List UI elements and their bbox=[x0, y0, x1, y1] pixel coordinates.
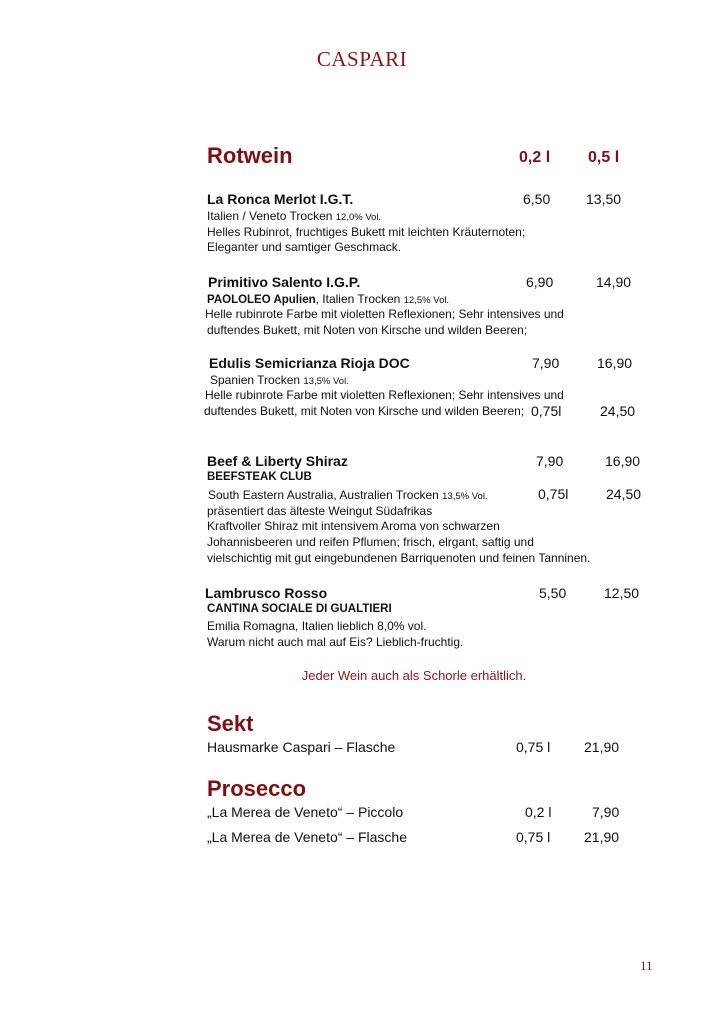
price-large: 16,90 bbox=[597, 355, 633, 371]
wine-name: La Ronca Merlot I.G.T. bbox=[207, 191, 354, 207]
price-large: 12,50 bbox=[604, 585, 640, 601]
bottle-size: 0,75l bbox=[531, 403, 562, 419]
price-large: 13,50 bbox=[586, 191, 622, 207]
section-title-rotwein: Rotwein bbox=[207, 143, 293, 168]
bottle-price: 24,50 bbox=[606, 486, 642, 502]
column-head-small: 0,2 l bbox=[519, 149, 551, 166]
price-large: 16,90 bbox=[605, 453, 641, 469]
producer-text: PAOLOLEO Apulien bbox=[207, 294, 316, 306]
price-small: 7,90 bbox=[532, 355, 560, 371]
item-size: 0,75 l bbox=[516, 739, 551, 755]
item-size: 0,75 l bbox=[516, 829, 551, 845]
price-small: 7,90 bbox=[536, 453, 564, 469]
item-name: „La Merea de Veneto“ – Flasche bbox=[207, 829, 408, 845]
wine-description: präsentiert das älteste Weingut Südafrikas bbox=[207, 504, 433, 518]
item-size: 0,2 l bbox=[525, 804, 552, 820]
origin-text: Italien / Veneto Trocken bbox=[207, 209, 333, 223]
item-price: 21,90 bbox=[584, 739, 620, 755]
producer-text: CANTINA SOCIALE DI GUALTIERI bbox=[207, 603, 392, 615]
wine-name: Beef & Liberty Shiraz bbox=[207, 453, 348, 469]
wine-description: Helles Rubinrot, fruchtiges Bukett mit leichten Kräuternoten; bbox=[207, 225, 526, 239]
abv-text: 13,5% Vol. bbox=[442, 491, 488, 502]
item-name: „La Merea de Veneto“ – Piccolo bbox=[207, 804, 404, 820]
wine-description: duftendes Bukett, mit Noten von Kirsche und wilden Beeren; bbox=[207, 323, 528, 337]
wine-description: Kraftvoller Shiraz mit intensivem Aroma von schwarzen bbox=[207, 519, 500, 533]
item-name: Hausmarke Caspari – Flasche bbox=[207, 739, 396, 755]
page-number: 11 bbox=[640, 958, 653, 973]
price-large: 14,90 bbox=[596, 274, 632, 290]
producer-text: BEEFSTEAK CLUB bbox=[207, 471, 312, 483]
section-title-sekt: Sekt bbox=[207, 711, 254, 736]
wine-description: vielschichtig mit gut eingebundenen Barriquenoten und feinen Tanninen. bbox=[207, 551, 591, 565]
abv-text: 12,0% Vol. bbox=[335, 212, 382, 223]
price-small: 6,50 bbox=[523, 191, 551, 207]
abv-text: 13,5% Vol. bbox=[303, 376, 349, 387]
item-price: 7,90 bbox=[592, 804, 620, 820]
price-small: 5,50 bbox=[539, 585, 567, 601]
origin-text: , Italien Trocken bbox=[315, 292, 401, 306]
wine-name: Edulis Semicrianza Rioja DOC bbox=[209, 355, 410, 371]
column-head-large: 0,5 l bbox=[588, 149, 620, 166]
origin-text: Spanien Trocken bbox=[210, 373, 301, 387]
abv-text: 12,5% Vol. bbox=[403, 295, 450, 306]
item-price: 21,90 bbox=[584, 829, 620, 845]
schorle-note: Jeder Wein auch als Schorle erhältlich. bbox=[301, 668, 527, 683]
wine-description: Emilia Romagna, Italien lieblich 8,0% vol. bbox=[207, 619, 427, 633]
bottle-size: 0,75l bbox=[538, 486, 569, 502]
origin-text: South Eastern Australia, Australien Trocken bbox=[208, 488, 439, 502]
wine-description: Helle rubinrote Farbe mit violetten Reflexionen; Sehr intensives und bbox=[205, 307, 564, 321]
wine-description: Eleganter und samtiger Geschmack. bbox=[207, 240, 402, 254]
section-title-prosecco: Prosecco bbox=[207, 776, 307, 801]
brand-title: CASPARI bbox=[316, 47, 408, 71]
wine-name: Lambrusco Rosso bbox=[205, 585, 328, 601]
bottle-price: 24,50 bbox=[600, 403, 636, 419]
price-small: 6,90 bbox=[526, 274, 554, 290]
wine-description: duftendes Bukett, mit Noten von Kirsche und wilden Beeren; bbox=[204, 404, 525, 418]
wine-description: Helle rubinrote Farbe mit violetten Reflexionen; Sehr intensives und bbox=[205, 388, 564, 402]
wine-description: Johannisbeeren und reifen Pflumen; frisch, elrgant, saftig und bbox=[207, 535, 534, 549]
wine-name: Primitivo Salento I.G.P. bbox=[208, 274, 361, 290]
wine-description: Warum nicht auch mal auf Eis? Lieblich-fruchtig. bbox=[207, 635, 464, 649]
